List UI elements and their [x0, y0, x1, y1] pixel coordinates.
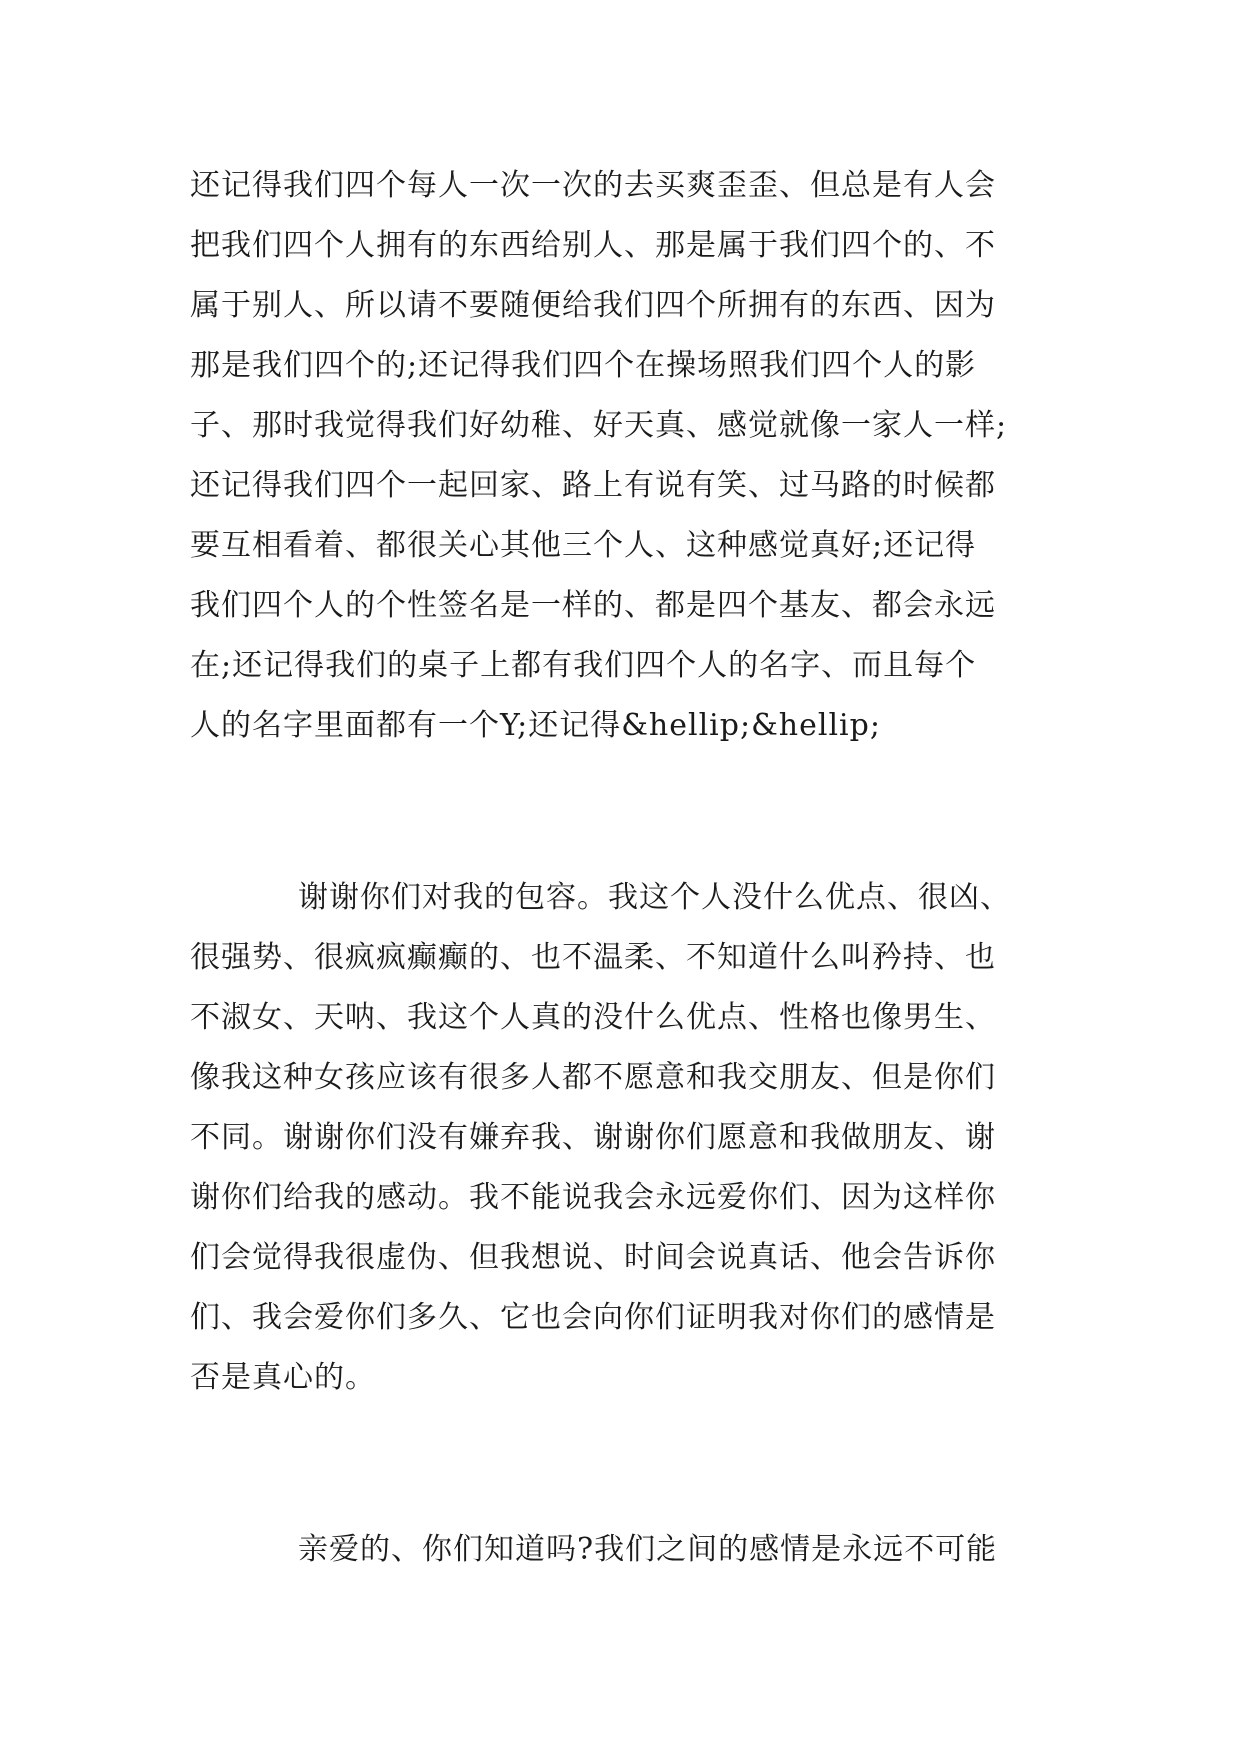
paragraph-1-line-3: 属于别人、所以请不要随便给我们四个所拥有的东西、因为 [190, 288, 996, 323]
paragraph-2-line-2: 很强势、很疯疯癫癫的、也不温柔、不知道什么叫矜持、也 [190, 940, 996, 975]
paragraph-2-line-6: 谢你们给我的感动。我不能说我会永远爱你们、因为这样你 [190, 1180, 996, 1215]
paragraph-2-line-1: 谢谢你们对我的包容。我这个人没什么优点、很凶、 [298, 880, 1011, 915]
paragraph-2-line-3: 不淑女、天呐、我这个人真的没什么优点、性格也像男生、 [190, 1000, 996, 1035]
paragraph-2-line-7: 们会觉得我很虚伪、但我想说、时间会说真话、他会告诉你 [190, 1240, 996, 1275]
paragraph-1-line-8: 我们四个人的个性签名是一样的、都是四个基友、都会永远 [190, 588, 996, 623]
paragraph-1-line-7: 要互相看着、都很关心其他三个人、这种感觉真好;还记得 [190, 528, 977, 563]
paragraph-2-line-5: 不同。谢谢你们没有嫌弃我、谢谢你们愿意和我做朋友、谢 [190, 1120, 996, 1155]
paragraph-1-line-1: 还记得我们四个每人一次一次的去买爽歪歪、但总是有人会 [190, 168, 996, 203]
paragraph-3-line-1: 亲爱的、你们知道吗?我们之间的感情是永远不可能 [298, 1532, 998, 1567]
paragraph-1-line-6: 还记得我们四个一起回家、路上有说有笑、过马路的时候都 [190, 468, 996, 503]
paragraph-1-line-5: 子、那时我觉得我们好幼稚、好天真、感觉就像一家人一样; [190, 408, 1008, 443]
paragraph-2-line-4: 像我这种女孩应该有很多人都不愿意和我交朋友、但是你们 [190, 1060, 996, 1095]
paragraph-1-line-9: 在;还记得我们的桌子上都有我们四个人的名字、而且每个 [190, 648, 977, 683]
paragraph-1-line-2: 把我们四个人拥有的东西给别人、那是属于我们四个的、不 [190, 228, 996, 263]
paragraph-2-line-9: 否是真心的。 [190, 1360, 376, 1395]
paragraph-1-line-10: 人的名字里面都有一个Y;还记得&hellip;&hellip; [190, 708, 881, 743]
paragraph-2-line-8: 们、我会爱你们多久、它也会向你们证明我对你们的感情是 [190, 1300, 996, 1335]
paragraph-1-line-4: 那是我们四个的;还记得我们四个在操场照我们四个人的影 [190, 348, 977, 383]
